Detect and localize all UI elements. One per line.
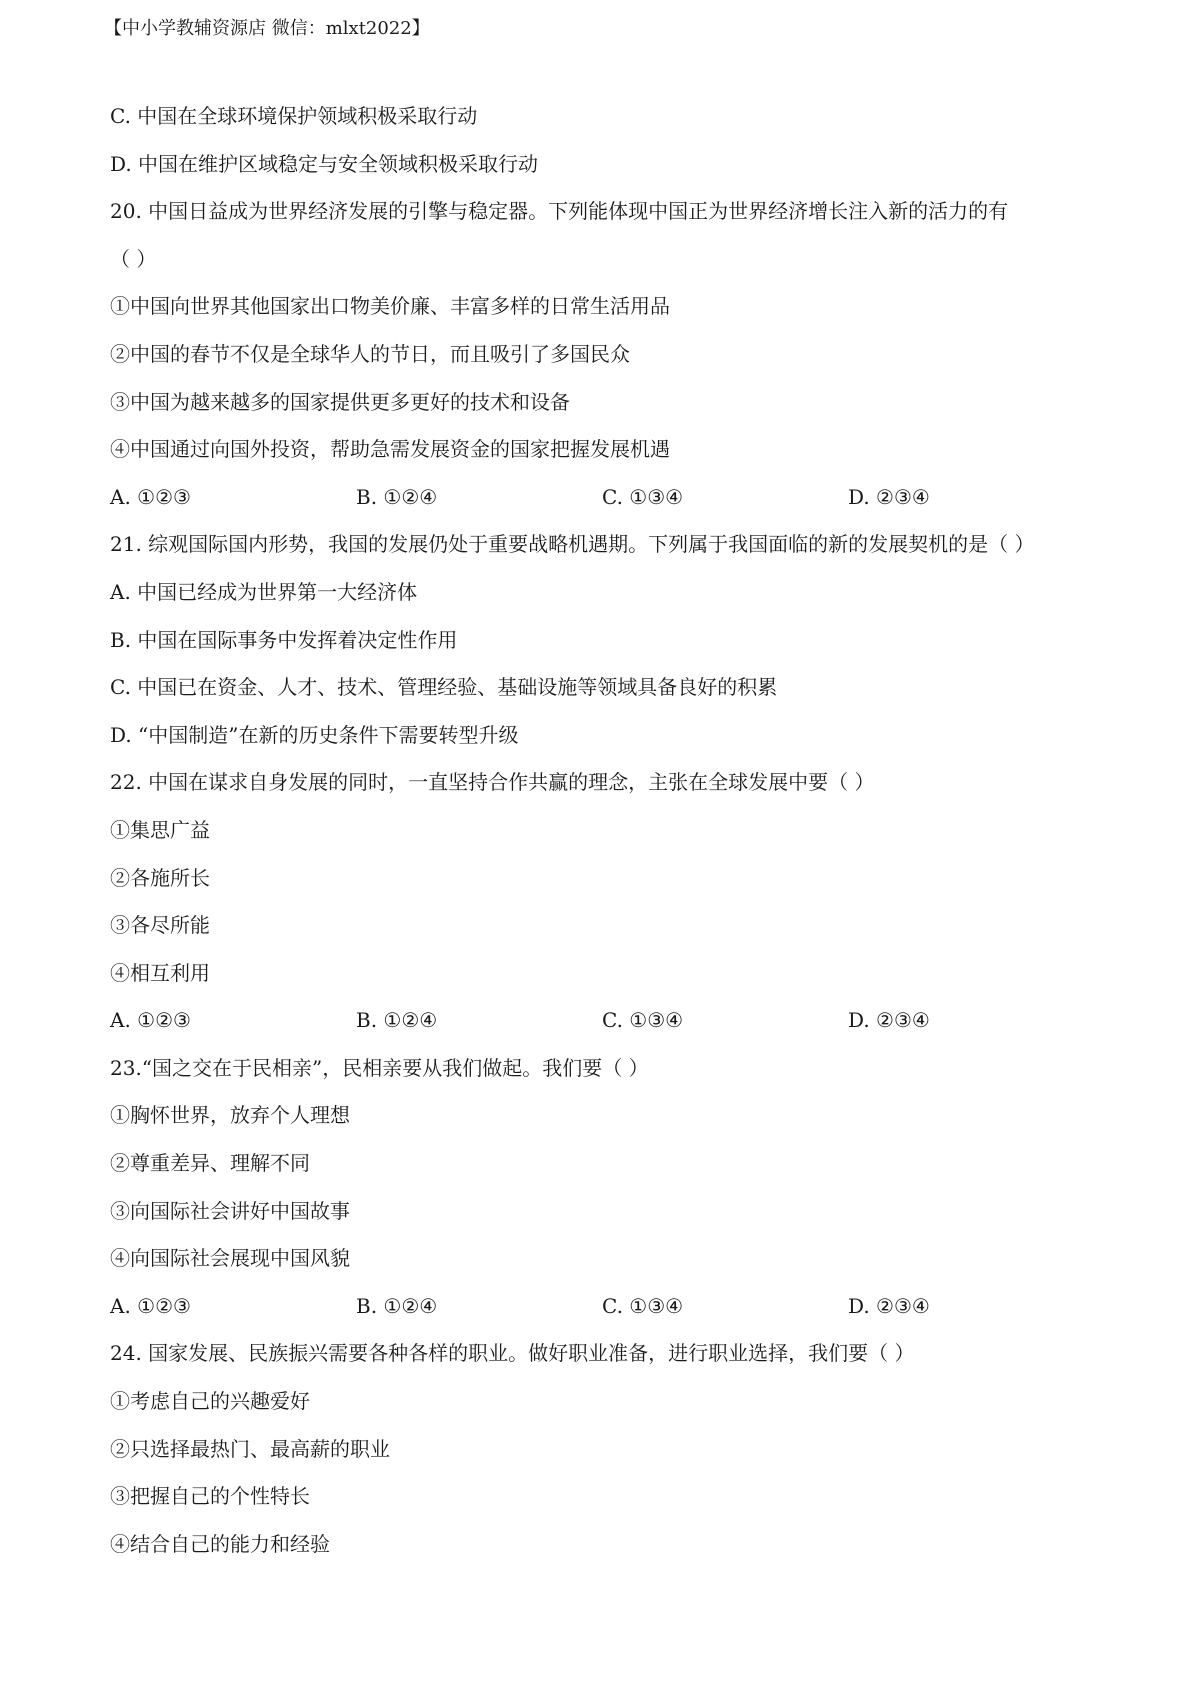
q23-statement-1: ①胸怀世界，放弃个人理想	[110, 1103, 350, 1128]
q22-option-c: C. ①③④	[602, 1008, 684, 1033]
q24-stem: 24. 国家发展、民族振兴需要各种各样的职业。做好职业准备，进行职业选择，我们要（ ）	[110, 1341, 915, 1366]
q21-option-b: B. 中国在国际事务中发挥着决定性作用	[110, 627, 458, 652]
q20-option-d: D. ②③④	[848, 484, 930, 509]
q22-option-b: B. ①②④	[356, 1008, 438, 1033]
q23-statement-4: ④向国际社会展现中国风貌	[110, 1246, 350, 1271]
q21-option-c: C. 中国已在资金、人才、技术、管理经验、基础设施等领域具备良好的积累	[110, 675, 778, 700]
q20-option-c: C. ①③④	[602, 484, 684, 509]
q24-statement-4: ④结合自己的能力和经验	[110, 1531, 330, 1556]
q20-statement-3: ③中国为越来越多的国家提供更多更好的技术和设备	[110, 389, 570, 414]
q23-option-d: D. ②③④	[848, 1293, 930, 1318]
header-tag: 【中小学教辅资源店 微信：mlxt2022】	[104, 18, 430, 39]
q23-statement-3: ③向国际社会讲好中国故事	[110, 1198, 350, 1223]
q23-options	[110, 1288, 1110, 1336]
q20-option-a: A. ①②③	[110, 484, 191, 509]
q24-statement-3: ③把握自己的个性特长	[110, 1484, 310, 1509]
question-content	[110, 98, 1110, 1573]
q21-option-d: D. “中国制造”在新的历史条件下需要转型升级	[110, 722, 519, 747]
q20-stem: 20. 中国日益成为世界经济发展的引擎与稳定器。下列能体现中国正为世界经济增长注入新的活力的有	[110, 199, 1009, 224]
q23-option-a: A. ①②③	[110, 1293, 191, 1318]
q19-option-d: D. 中国在维护区域稳定与安全领域积极采取行动	[110, 151, 539, 176]
q20-options	[110, 479, 1110, 527]
q24-statement-2: ②只选择最热门、最高薪的职业	[110, 1436, 390, 1461]
q20-stem-paren: （ ）	[110, 246, 157, 271]
q19-option-c: C. 中国在全球环境保护领域积极采取行动	[110, 104, 478, 128]
q21-option-a: A. 中国已经成为世界第一大经济体	[110, 579, 418, 604]
q23-option-b: B. ①②④	[356, 1293, 438, 1318]
q22-statement-3: ③各尽所能	[110, 913, 210, 938]
q22-option-d: D. ②③④	[848, 1008, 930, 1033]
q22-option-a: A. ①②③	[110, 1008, 191, 1033]
q21-stem: 21. 综观国际国内形势，我国的发展仍处于重要战略机遇期。下列属于我国面临的新的发展契机的是（ ）	[110, 532, 1035, 557]
q20-option-b: B. ①②④	[356, 484, 438, 509]
q22-statement-4: ④相互利用	[110, 960, 210, 985]
q23-statement-2: ②尊重差异、理解不同	[110, 1151, 310, 1176]
q22-statement-2: ②各施所长	[110, 865, 210, 890]
q20-statement-1: ①中国向世界其他国家出口物美价廉、丰富多样的日常生活用品	[110, 294, 670, 319]
q22-stem: 22. 中国在谋求自身发展的同时，一直坚持合作共赢的理念，主张在全球发展中要（ ）	[110, 770, 875, 795]
q23-stem: 23.“国之交在于民相亲”，民相亲要从我们做起。我们要（ ）	[110, 1055, 649, 1080]
q20-statement-4: ④中国通过向国外投资，帮助急需发展资金的国家把握发展机遇	[110, 437, 670, 462]
q24-statement-1: ①考虑自己的兴趣爱好	[110, 1389, 310, 1414]
q23-option-c: C. ①③④	[602, 1293, 684, 1318]
q22-statement-1: ①集思广益	[110, 817, 210, 842]
q20-statement-2: ②中国的春节不仅是全球华人的节日，而且吸引了多国民众	[110, 341, 630, 366]
q22-options	[110, 1002, 1110, 1050]
